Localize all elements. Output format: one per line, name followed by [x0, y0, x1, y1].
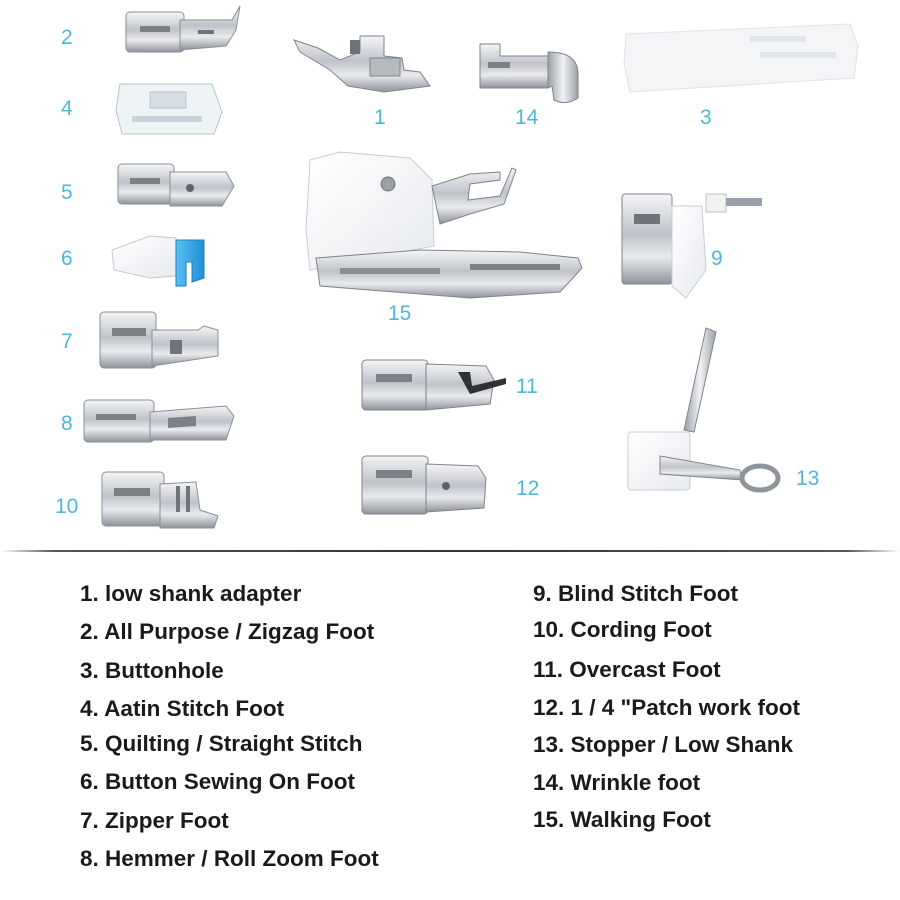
foot-2-all-purpose — [126, 6, 240, 52]
legend-item: 11. Overcast Foot — [533, 657, 721, 682]
foot-6-button-sewing — [112, 236, 204, 286]
foot-4-satin-stitch — [116, 84, 222, 134]
legend-item: 9. Blind Stitch Foot — [533, 581, 738, 606]
callout-2: 2 — [61, 26, 73, 49]
legend-item: 13. Stopper / Low Shank — [533, 732, 794, 757]
legend-item: 7. Zipper Foot — [80, 808, 229, 833]
foot-7-zipper — [100, 312, 218, 368]
foot-15-walking — [306, 152, 582, 298]
callout-14: 14 — [515, 106, 539, 129]
callout-9: 9 — [711, 247, 723, 270]
legend-item: 3. Buttonhole — [80, 658, 224, 683]
legend-item: 15. Walking Foot — [533, 807, 711, 832]
callout-3: 3 — [700, 106, 712, 129]
foot-9-blind-stitch — [622, 194, 762, 298]
callout-10: 10 — [55, 495, 79, 518]
callout-13: 13 — [796, 467, 820, 490]
foot-3-buttonhole — [624, 24, 858, 92]
callout-8: 8 — [61, 412, 73, 435]
foot-13-stopper — [628, 328, 778, 490]
callout-1: 1 — [374, 106, 386, 129]
legend-item: 10. Cording Foot — [533, 617, 712, 642]
callout-5: 5 — [61, 181, 73, 204]
legend-item: 5. Quilting / Straight Stitch — [80, 731, 363, 756]
legend-item: 4. Aatin Stitch Foot — [80, 696, 285, 721]
divider — [0, 550, 900, 552]
legend-item: 14. Wrinkle foot — [533, 770, 701, 795]
legend-item: 12. 1 / 4 "Patch work foot — [533, 695, 800, 720]
foot-11-overcast — [362, 360, 506, 410]
foot-5-quilting — [118, 164, 234, 206]
legend-item: 8. Hemmer / Roll Zoom Foot — [80, 846, 379, 871]
callout-15: 15 — [388, 302, 412, 325]
callout-11: 11 — [516, 375, 538, 398]
callout-4: 4 — [61, 97, 73, 120]
foot-10-cording — [102, 472, 218, 528]
callout-12: 12 — [516, 477, 540, 500]
legend-item: 1. low shank adapter — [80, 581, 302, 606]
foot-8-hemmer — [84, 400, 234, 442]
legend-item: 2. All Purpose / Zigzag Foot — [80, 619, 375, 644]
foot-14-wrinkle — [480, 44, 578, 103]
callout-6: 6 — [61, 247, 73, 270]
legend-item: 6. Button Sewing On Foot — [80, 769, 355, 794]
foot-12-patchwork — [362, 456, 486, 514]
foot-1-low-shank-adapter — [294, 36, 430, 92]
callout-7: 7 — [61, 330, 73, 353]
